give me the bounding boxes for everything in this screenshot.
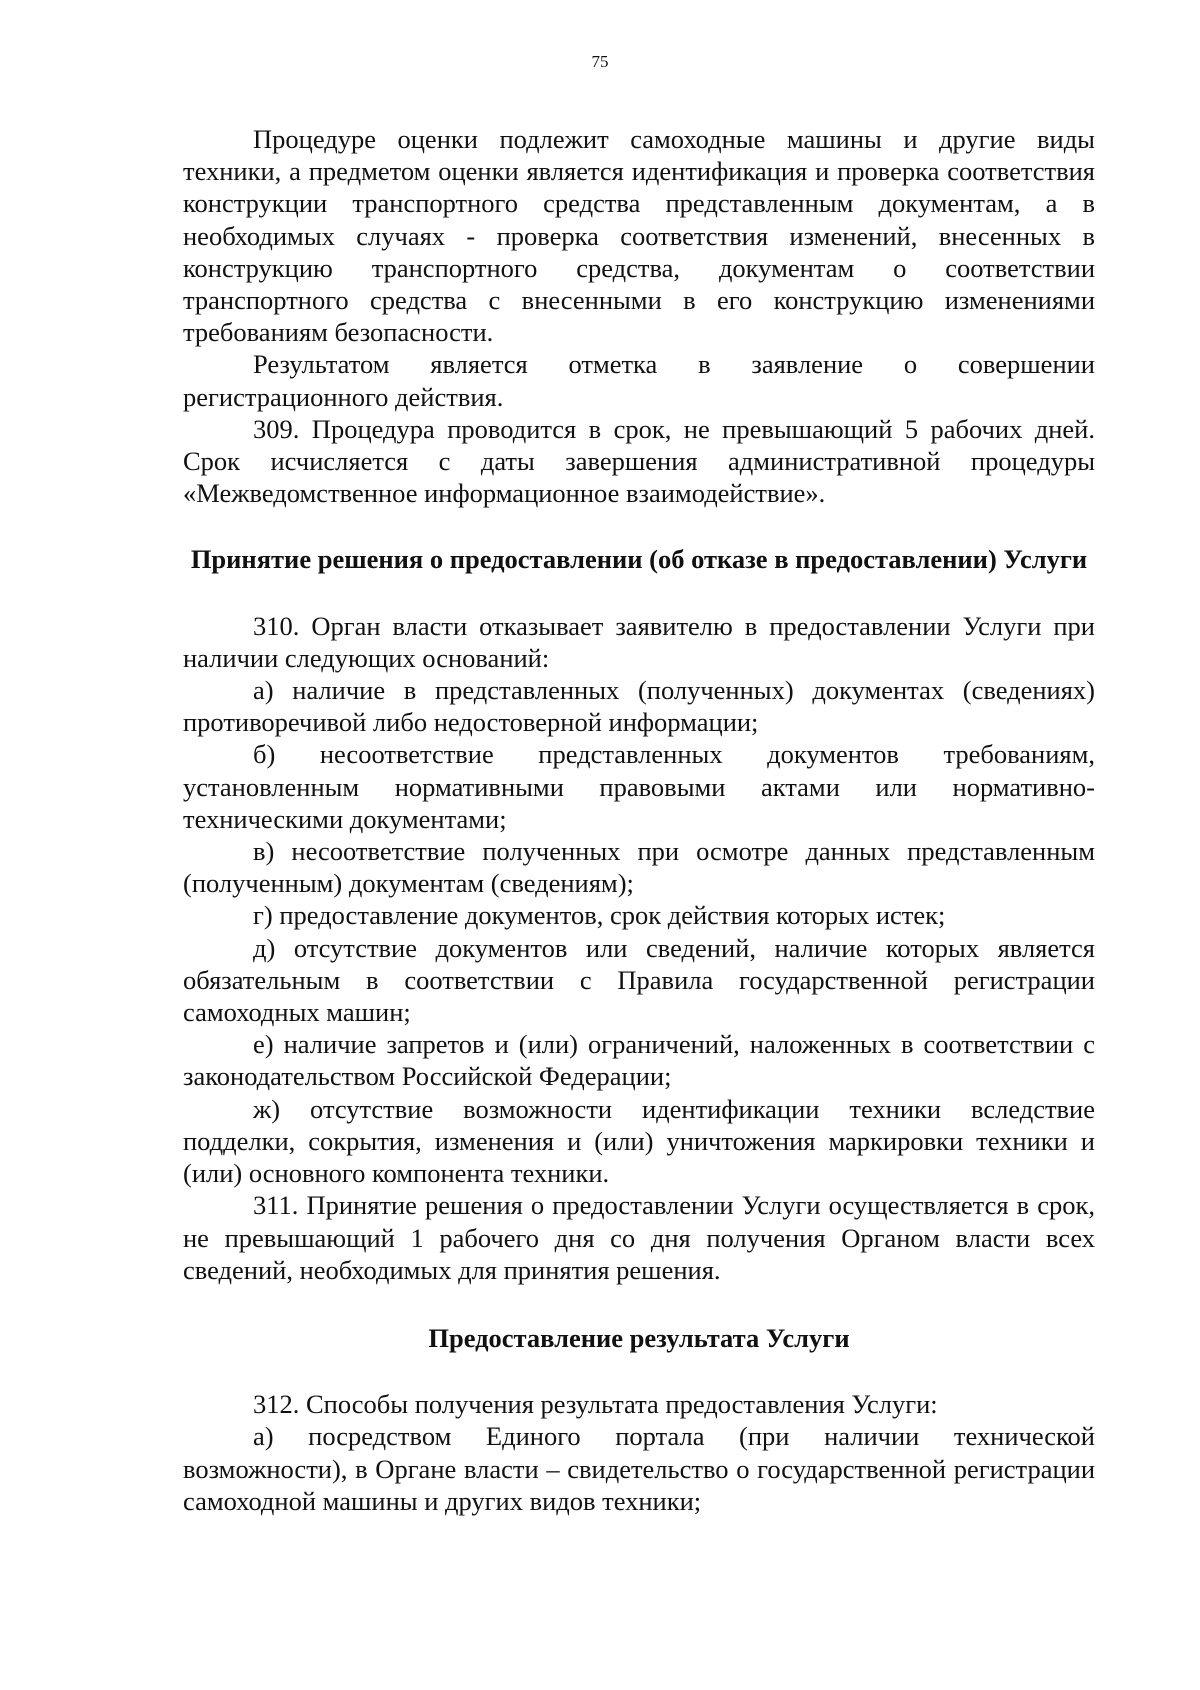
paragraph-assessment-procedure: Процедуре оценки подлежит самоходные машины и другие виды техники, а предметом оценки является идентификация и проверка соответствия конструкции транспортного средства представленным документам, а в необходимых случаях - проверка соответствия изменений, внесенных в конструкцию транспортного средства, документам о соответствии транспортного средства с внесенными в его конструкцию изменениями требованиям безопасности. — [183, 124, 1095, 348]
list-item-d: д) отсутствие документов или сведений, наличие которых является обязательным в соответствии с Правила государственной регистрации самоходных машин; — [183, 932, 1095, 1028]
page-number: 75 — [591, 52, 609, 71]
paragraph-310: 310. Орган власти отказывает заявителю в предоставлении Услуги при наличии следующих оснований: — [183, 610, 1095, 673]
paragraph-312: 312. Способы получения результата предоставления Услуги: — [253, 1389, 938, 1420]
list-item-312-a: а) посредством Единого портала (при наличии технической возможности), в Органе власти – свидетельство о государственной регистрации самоходной машины и других видов техники; — [183, 1421, 1095, 1516]
paragraph-311: 311. Принятие решения о предоставлении Услуги осуществляется в срок, не превышающий 1 рабочего дня со дня получения Органом власти всех сведений, необходимых для принятия решения. — [183, 1190, 1095, 1285]
paragraph-309: 309. Процедура проводится в срок, не превышающий 5 рабочих дней. Срок исчисляется с даты завершения административной процедуры «Межведомственное информационное взаимодействие». — [183, 413, 1095, 509]
list-item-v: в) несоответствие полученных при осмотре данных представленным (полученным) документам (сведениям); — [183, 836, 1095, 899]
section-heading-result-delivery: Предоставление результата Услуги — [428, 1322, 850, 1353]
section-heading-decision: Принятие решения о предоставлении (об отказе в предоставлении) Услуги — [190, 544, 1088, 575]
list-item-e: е) наличие запретов и (или) ограничений, наложенных в соответствии с законодательством Российской Федерации; — [183, 1029, 1095, 1092]
list-item-zh: ж) отсутствие возможности идентификации техники вследствие подделки, сокрытия, изменения и (или) уничтожения маркировки техники и (или) основного компонента техники. — [183, 1093, 1095, 1189]
document-body — [183, 123, 1095, 1517]
list-item-g: г) предоставление документов, срок действия которых истек; — [253, 900, 946, 931]
list-item-b: б) несоответствие представленных документов требованиям, установленным нормативными правовыми актами или нормативно-техническими документами; — [183, 739, 1095, 834]
list-item-a: а) наличие в представленных (полученных) документах (сведениях) противоречивой либо недостоверной информации; — [183, 675, 1095, 738]
paragraph-result: Результатом является отметка в заявление о совершении регистрационного действия. — [183, 349, 1095, 412]
